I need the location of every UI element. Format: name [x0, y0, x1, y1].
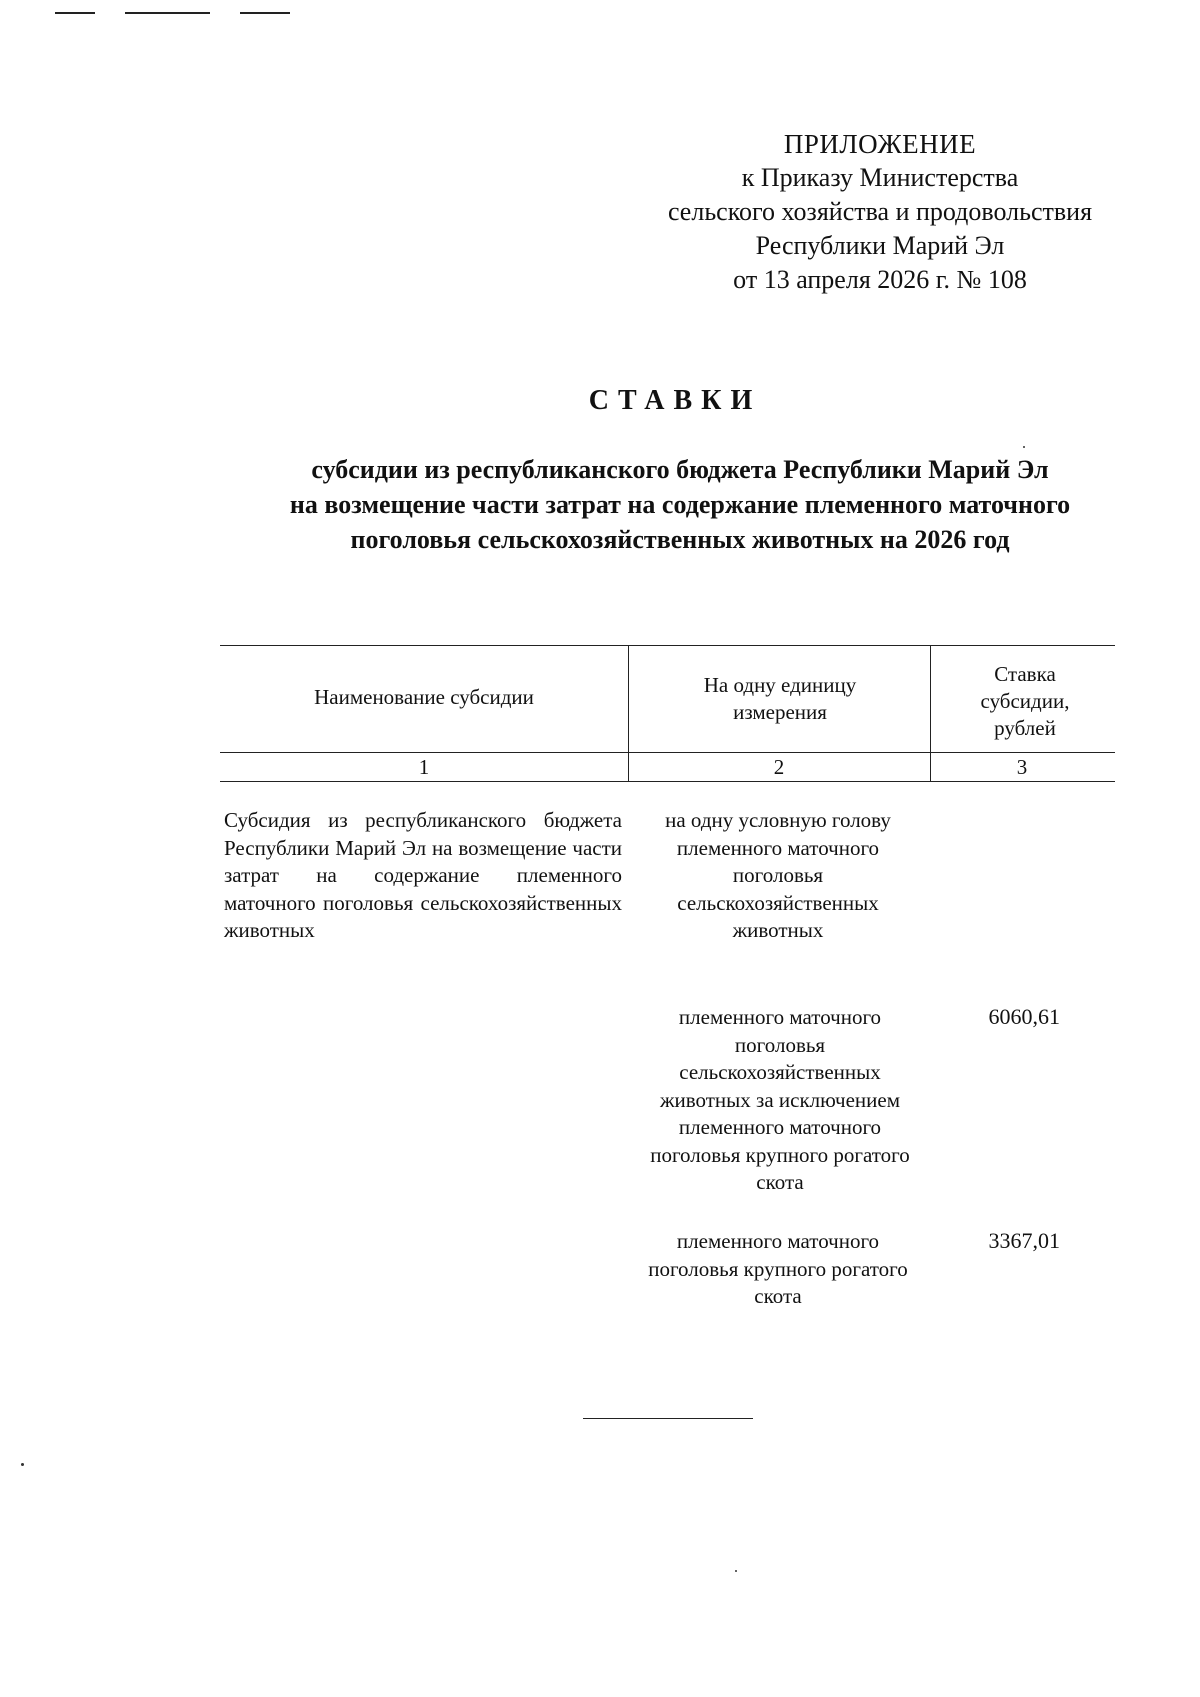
appendix-line: Республики Марий Эл — [755, 231, 1005, 260]
scan-speck — [735, 1570, 737, 1572]
table-row-rate: 6060,61 — [988, 1004, 1060, 1029]
table-column-number: 3 — [1016, 755, 1028, 779]
table-cell-subsidy-name: Субсидия из республиканского бюджета Республики Марий Эл на возмещение части затрат на содержание племенного маточного поголовья сельскохозяйственных животных — [224, 808, 622, 942]
subtitle-line: поголовья сельскохозяйственных животных на 2026 год — [350, 525, 1010, 554]
end-of-document-line — [583, 1418, 753, 1419]
table-header-name: Наименование субсидии — [314, 685, 534, 709]
scan-speck — [21, 1463, 24, 1466]
appendix-line: сельского хозяйства и продовольствия — [667, 197, 1093, 226]
document-subtitle — [200, 452, 1160, 557]
table-column-divider — [628, 645, 629, 781]
table-row-unit: племенного маточного поголовья крупного рогатого скота — [648, 1229, 908, 1308]
table-header-border — [220, 752, 1115, 753]
table-header-rate: Ставка субсидии, рублей — [980, 662, 1070, 740]
subtitle-line: субсидии из республиканского бюджета Республики Марий Эл — [311, 455, 1049, 484]
table-column-number: 2 — [773, 755, 785, 779]
table-cell-unit-general: на одну условную голову племенного маточного поголовья сельскохозяйственных животных — [665, 808, 891, 942]
table-row-unit: племенного маточного поголовья сельскохозяйственных животных за исключением племенного маточного поголовья крупного рогатого скота — [650, 1005, 910, 1194]
appendix-line: от 13 апреля 2026 г. № 108 — [733, 265, 1027, 294]
table-column-divider — [930, 645, 931, 781]
appendix-line: к Приказу Министерства — [741, 163, 1019, 192]
table-number-row-border — [220, 781, 1115, 782]
top-dash-3 — [240, 12, 290, 14]
subtitle-line: на возмещение части затрат на содержание племенного маточного — [289, 490, 1071, 519]
table-column-number: 1 — [418, 755, 430, 779]
table-top-border — [220, 645, 1115, 646]
appendix-heading: ПРИЛОЖЕНИЕ — [783, 129, 977, 159]
table-row-rate: 3367,01 — [988, 1228, 1060, 1253]
table-header-unit: На одну единицу измерения — [703, 673, 857, 724]
top-dash-2 — [125, 12, 210, 14]
top-dash-1 — [55, 12, 95, 14]
appendix-block — [600, 127, 1160, 297]
document-title: СТАВКИ — [588, 385, 762, 416]
scan-speck — [1023, 446, 1025, 448]
